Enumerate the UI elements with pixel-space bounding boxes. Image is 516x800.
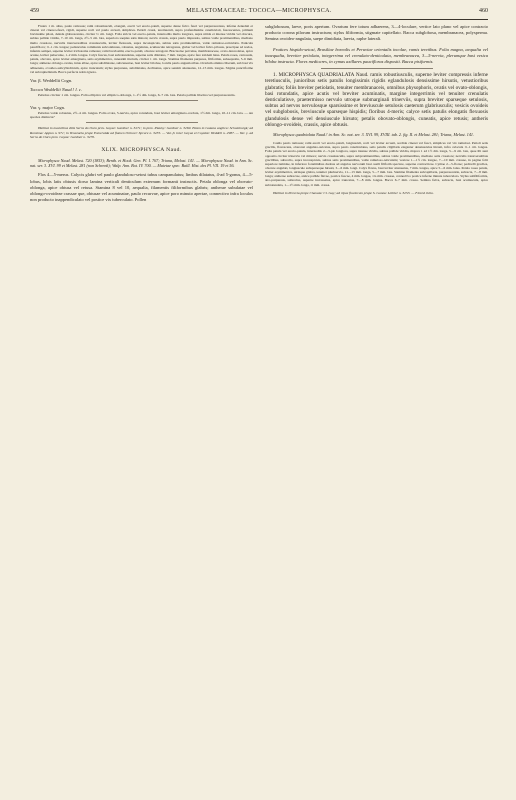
habitat-note: Habitat in maculibus ditis Serra do Ouro prov. Goyaz: Gardner n. 3271; in prov. Piauhy: Gardner n. 3269. Etiam in Guiana anglica: Schomburgk; ad Roraima: Appun n. 971; in Venezuela prope Esmeralda ad flumen Orinoci: Spruce n. 3235. — Var. β. inter Goyaz et Cuyabá: Weddell n. 2987. — Var. γ. ad Serra do Ouro prov. Goyaz: Gardner n. 3270.	[30, 126, 253, 140]
left-column	[30, 24, 253, 203]
genus-description-continued: subglobosum, laeve, poris apertum. Ovarium fere totum adhaerens, 3—4-loculare, vertice lato plano vel apice contracto producto corona pilorum instructum; stylus filiformia, stigmate capitellato. Bacca subglobosa, membranacea, polysperma. Semina ovoideo-angulata, saepe dimidiata, laevia, raphe laterali.	[265, 24, 488, 42]
divider	[321, 68, 433, 69]
species-heading-diagnosis: 1. MICROPHYSCA QUADRIALATA Naud. ramis robustiusculis, superne leviter compressis inferne teretiusculis, junioribus setis patulis longissimis rigidis eglandulosis densissime hirsutis, vetustioribus glabratis; foliis breviter petiolatis, tenuiter membranaceis, omnibus physophoris, ovatis vel ovato-oblongis, basi rotundatis, apice acutis vel breviter acuminatis, margine integerrimis vel tenuiter crenulatis denticulatisve, praetermisso nervulo utroque submarginali trinerviis, supra breviter sparseque setulosis, subtus ad nervos nervulosque sparsissime et breviuscule setulosis caeterum glabriusculis; vesicis ovoideis vel subglobosis, breviuscule sparseque hispidis; floribus 4-meris; calyce setis patulis elongatis flexuosis glandulosis dense vel densiuscule hirsuto; petalis obovato-oblongis, cuneatis, apice retusis; antheris oblongo-ovoideis, crassis, apice obtusis.	[265, 72, 488, 128]
variety-gamma-heading: Var. γ. major Cogn.	[30, 105, 65, 111]
divider	[86, 122, 198, 123]
species-synonymy: Microphysca quadrialata Naud.! in Ann. Sc. nat. ser. 3. XVI. 99, XVIII. tab. 2. fig. II. et Melast. 281; Triana, Melast. 141.	[273, 132, 475, 138]
header-rule	[30, 19, 488, 20]
species-description: Caulis paulo ramosus; rami erecti vel erecto-patuli, longiusculi, recti vel leviter arcuati, sordide cinerei vel fusci, simplices vel vix ramulosi. Petioli setis gracilis, flavescens, oberonsi angulato-sulcatus, supra paulo canaliculatus, setis patulis cilgillatis eleganter densiusculus hirsuti, infra oviscula ⅓–1 cm. longus. Folia patula vel erecto-patula, internodiis 2—3-plo longiora, supra intense viridia, subtus pallide viridia, majora 1 ad 1½ dm. longa, 5—9 cm. lata, quae illi sunt opposita circiter trinervia vel minora; nervis crassiusculis, supra subprominentibus, subtus valde prominentibus, mediano satis crassiore; nervulis transversalibus gracilibus, subrectis, supra inconspicuis, subtus satis prominentibus, valde ramuloso-reticulatis; vesicae 1—1½ cm. longae, 7—10 mm. crassae, in pagina folii superiore tumidae, in inferiore foraminibus duobus ad angulos nervorum basi ossili filiform spectare, superne contracticae. Cymae 2—5-florae; pedicelli graciles, obscure angulati, longiuscule subsparseque hirsuti, 3—6 mm. longi. Calyx flavus, basi leviter attenuatus, 7 mm. longus, apice 5—6 mm. latus. Petala rosea patula, leviter asymmetrica, utrinque glabra, tenuiter plurinervia, 11—13 mm. longa, 5—7 mm. lata. Stamina filamenta subcapillaria, purpurascentia, subrecta, 7—8 mm. longa; antherae subrectae, antice pallide flavae, postice fuscae, 4 mm. longae, 1¼ mm. crassae, connectivo postice inferne minute tuberculato. Stylus subfiliformis, atro-purpureus, subrectus, superne incrassatus, apice truncatus, 7—8 mm. longus. Bacca 6–7 mm. crassa. Semina fulva, subrecta, basi acutiuscula, apice subrotundata, 1—1½ mm. longa, ⅔ mm. crassa.	[265, 141, 488, 187]
right-column	[265, 24, 488, 195]
species-habitat: Habitat in Peruvia prope Chasuta: Cl. Gay; ad ripas fluviorum prope S. Gonza: Leibler n. 3253. — Flored Julio.	[273, 190, 434, 195]
page-number-left: 459	[30, 8, 39, 14]
variety-gamma-description: Petiolus valde robustus, 2½–4 cm. longus. Folia ovata, 5-nervia, apice rotundata, basi leviter emarginato-cordata, 1½ dm. longa, 10–11 cm. lata. — An species distincta?	[30, 110, 253, 120]
running-title: MELASTOMACEAE: TOCOCA—MICROPHYSCA.	[186, 8, 332, 14]
page-number-right: 460	[479, 8, 488, 14]
variety-beta-synonym: Tococa Weddellii Naud.! l. c.	[30, 87, 83, 93]
variety-beta-description: Petiolus circiter 1 cm. longus. Folia elliptica vel elliptico-oblonga, 1–1½ dm. longa, 6–7 cm. lata. Petala pallide lilacina vel purpurascentia.	[38, 92, 236, 97]
species-description: Frutex 1 m. altus, paulo ramosus; rami robustiusculi, elongati, erecti vel erecto-patuli, superne dense fulvo fusci vel purpurascentes, inferne denudati et cinerei vel cinereo-fusci, rigidi, superne recti vel paulo arcuati, simplices. Petioli crassi, teretiusculi, supra profundissime canaliculati, fuscescentes, primum brevissime pilosi, deinde glabrescentes, circiter ⅓ cm. longi. Folia stricta vel erecto-patula, internodiis multo longiora, supra nitida et intense viridia vel obscura, subtus pallide viridia, 7–10 cm. longa, 2½–5 cm. lata, superiora saepius satis minora; nervis crassis, supra paulo impressis, subtus valde prominentibus, mediano multo crassiore, nervulis transversalibus crassiusculis, leviter flexuosis, supra inconspicuis, subtus satis prominentibus, valde ramuloso-reticulatis. Panicula paucifllora; ⅓–1 cm. longae; pedunculus communis subcontinuus, robustus, angulatus, acutiuscule tetragonus, glaber vel leviter fulvo-pilosus, praecipue ad nodos, infernis semper, superne leviter trichotome ramosus; rami brevissimi, erecto-patuli, obscure tetragoni. Bracteolae parvulae, membranaceae, ovato-lanceolatae, apice acutae, leviter pubeculae, 1–2 mm. longae. Calyx fuscus, basi subrotundatus, superne satis dilatatus, 7 mm. longus, apice fere totidem latus. Petala rosea, carnosula, patula, obovata, apice leviter emarginata, satis asymmetrica, cuneatim tinctum, circiter 1 cm. longa. Stamina filamenta purpurea, filiformia, subaequalia, 5–6 mm. longa; antherae oblongo-ovales, intus albae, apice subdilatatae, subcuneatae, basi leviter bilobae, loculis paulo angustioribus. Ovarium omnino liberum, sub basi vix adhaerens, ovoideo-subcylindricum, apice truncatum; stylus purpureus, subdilatatus, declinatus, apice sensim attenuatus, 12–15 mm. longus. Stigma punctiforme vel subcapitellatum. Bacca perfecta nobis ignota.	[30, 24, 253, 74]
genus-heading: XLIX. MICROPHYSCA Naud.	[101, 147, 182, 154]
variety-beta-heading: Var. β. Weddellii Cogn.	[30, 77, 73, 83]
divider	[86, 100, 198, 101]
genus-description: Flos 4—5-merus. Calycis glabri vel paulo glandulosо-setosi tubus campanulatus; limbus dilatatus, 4-ad 5-gonus, 4—5-lobus, lobis latis obtusis dorso lamina verticali denticulum externum formanti instructis. Petala oblonga vel obovato-oblonga, apice obtusa vel retusa. Stamina 8 vel 10, aequalia, filamentis filiformibus glabris; antherae subulatae vel oblongo-ovoideae crassae que, obtusae vel acuminatae, paulo recurvae, apice poro minuto apertae, connectivo infra loculos non producto inappendiculato vel postice vix tuberculato. Pollen	[30, 172, 253, 203]
genus-synonymy: Microphysca Naud. Melast. 720 (1853); Benth. et Hook. Gen. Pl. I. 767; Triana, Melast. 141. — Microphysca Naud. in Ann. Sc. nat. ser. 3. XVI. 99 et Melast. 281 (non Schrenk); Walp. Ann. Bot. IV. 700. — Maietae spec. Baill. Hist. des Pl. VII. 19 et 56.	[30, 158, 253, 169]
genus-habit-note: Frutices hispido-setosi, Brasiliae borealis et Peruviae orientalis incolae, ramis teretibus. Folia magna, aequalia vel inaequalia, breviter petiolata, integerrima vel crenulato-denticulata, membranacea, 3—5-nervia, plerumque basi vesica biloba instructa. Flores mediocres, in cymas axillares pauciflоras dispositi. Bacca pisiformis.	[265, 46, 488, 65]
